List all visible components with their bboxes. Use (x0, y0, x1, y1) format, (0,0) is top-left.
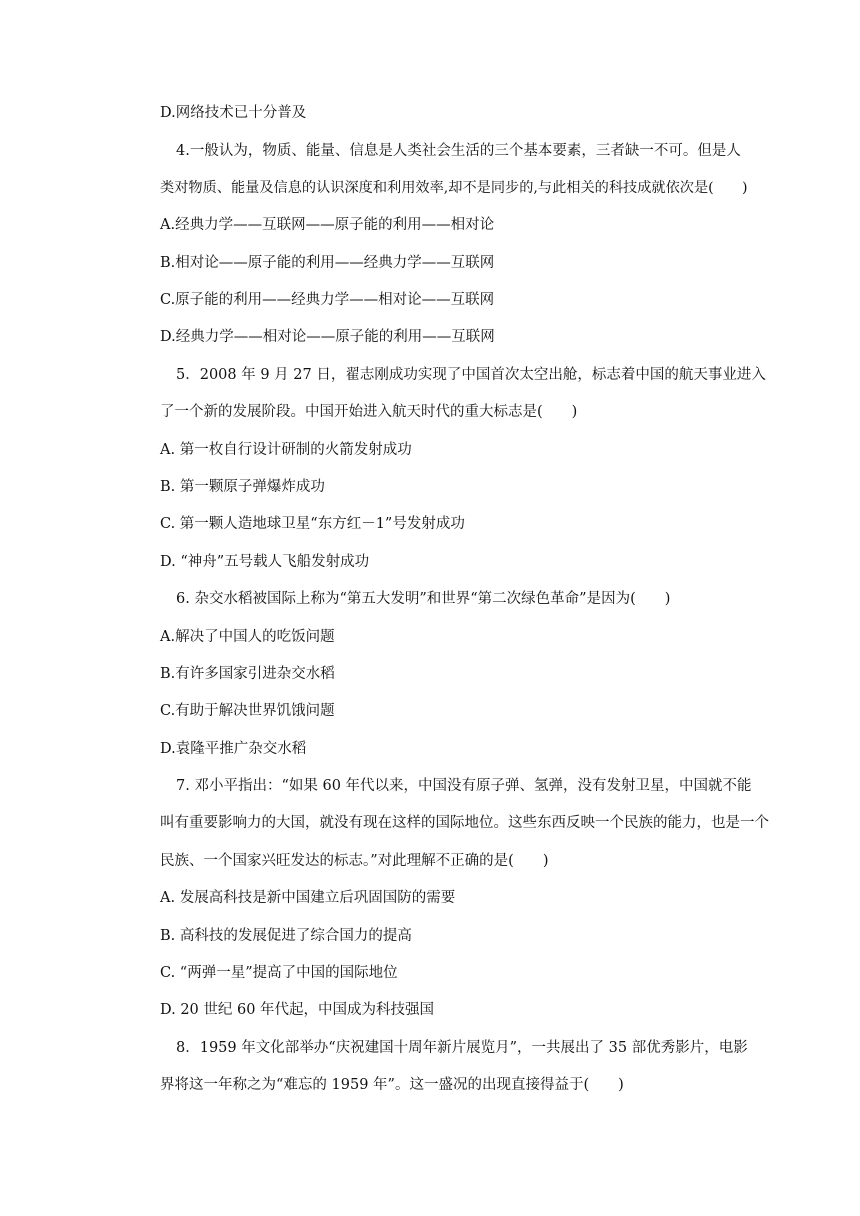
q4-option-b: B.相对论——原子能的利用——经典力学——互联网 (160, 255, 495, 271)
q4-option-a: A.经典力学——互联网——原子能的利用——相对论 (160, 217, 495, 233)
q7-option-d: D. 20 世纪 60 年代起，中国成为科技强国 (160, 1002, 435, 1018)
q4-option-d: D.经典力学——相对论——原子能的利用——互联网 (160, 329, 495, 345)
q7-option-b: B. 高科技的发展促进了综合国力的提高 (160, 928, 412, 944)
q6-option-a: A.解决了中国人的吃饭问题 (160, 629, 335, 645)
q5-option-a: A. 第一枚自行设计研制的火箭发射成功 (160, 442, 412, 458)
q8-stem-line-1: 8．1959 年文化部举办“庆祝建国十周年新片展览月”，一共展出了 35 部优秀影片，电影 (176, 1040, 748, 1056)
q5-option-c: C. 第一颗人造地球卫星“东方红－1”号发射成功 (160, 516, 465, 532)
q7-stem-line-3: 民族、一个国家兴旺发达的标志。”对此理解不正确的是( ) (160, 853, 549, 869)
q5-stem-line-1: 5．2008 年 9 月 27 日，翟志刚成功实现了中国首次太空出舱，标志着中国的航天事业进入 (176, 367, 766, 383)
q7-stem-line-1: 7. 邓小平指出：“如果 60 年代以来，中国没有原子弹、氢弹，没有发射卫星，中国就不能 (176, 778, 752, 794)
q4-stem-line-1: 4.一般认为，物质、能量、信息是人类社会生活的三个基本要素，三者缺一不可。但是人 (176, 143, 741, 159)
q8-stem-line-2: 界将这一年称之为“难忘的 1959 年”。这一盛况的出现直接得益于( ) (160, 1077, 624, 1093)
q7-option-c: C. “两弹一星”提高了中国的国际地位 (160, 965, 398, 981)
q5-option-b: B. 第一颗原子弹爆炸成功 (160, 479, 325, 495)
q6-stem-line-1: 6. 杂交水稻被国际上称为“第五大发明”和世界“第二次绿色革命”是因为( ) (176, 591, 671, 607)
q7-option-a: A. 发展高科技是新中国建立后巩固国防的需要 (160, 890, 456, 906)
q3-option-d: D.网络技术已十分普及 (160, 105, 307, 121)
q4-option-c: C.原子能的利用——经典力学——相对论——互联网 (160, 292, 495, 308)
q6-option-b: B.有许多国家引进杂交水稻 (160, 666, 335, 682)
q5-stem-line-2: 了一个新的发展阶段。中国开始进入航天时代的重大标志是( ) (160, 404, 578, 420)
q6-option-d: D.袁隆平推广杂交水稻 (160, 741, 307, 757)
q7-stem-line-2: 叫有重要影响力的大国，就没有现在这样的国际地位。这些东西反映一个民族的能力，也是一个 (160, 815, 769, 831)
q4-stem-line-2: 类对物质、能量及信息的认识深度和利用效率,却不是同步的,与此相关的科技成就依次是( ) (160, 180, 748, 196)
q6-option-c: C.有助于解决世界饥饿问题 (160, 703, 335, 719)
q5-option-d: D. “神舟”五号载人飞船发射成功 (160, 554, 370, 570)
